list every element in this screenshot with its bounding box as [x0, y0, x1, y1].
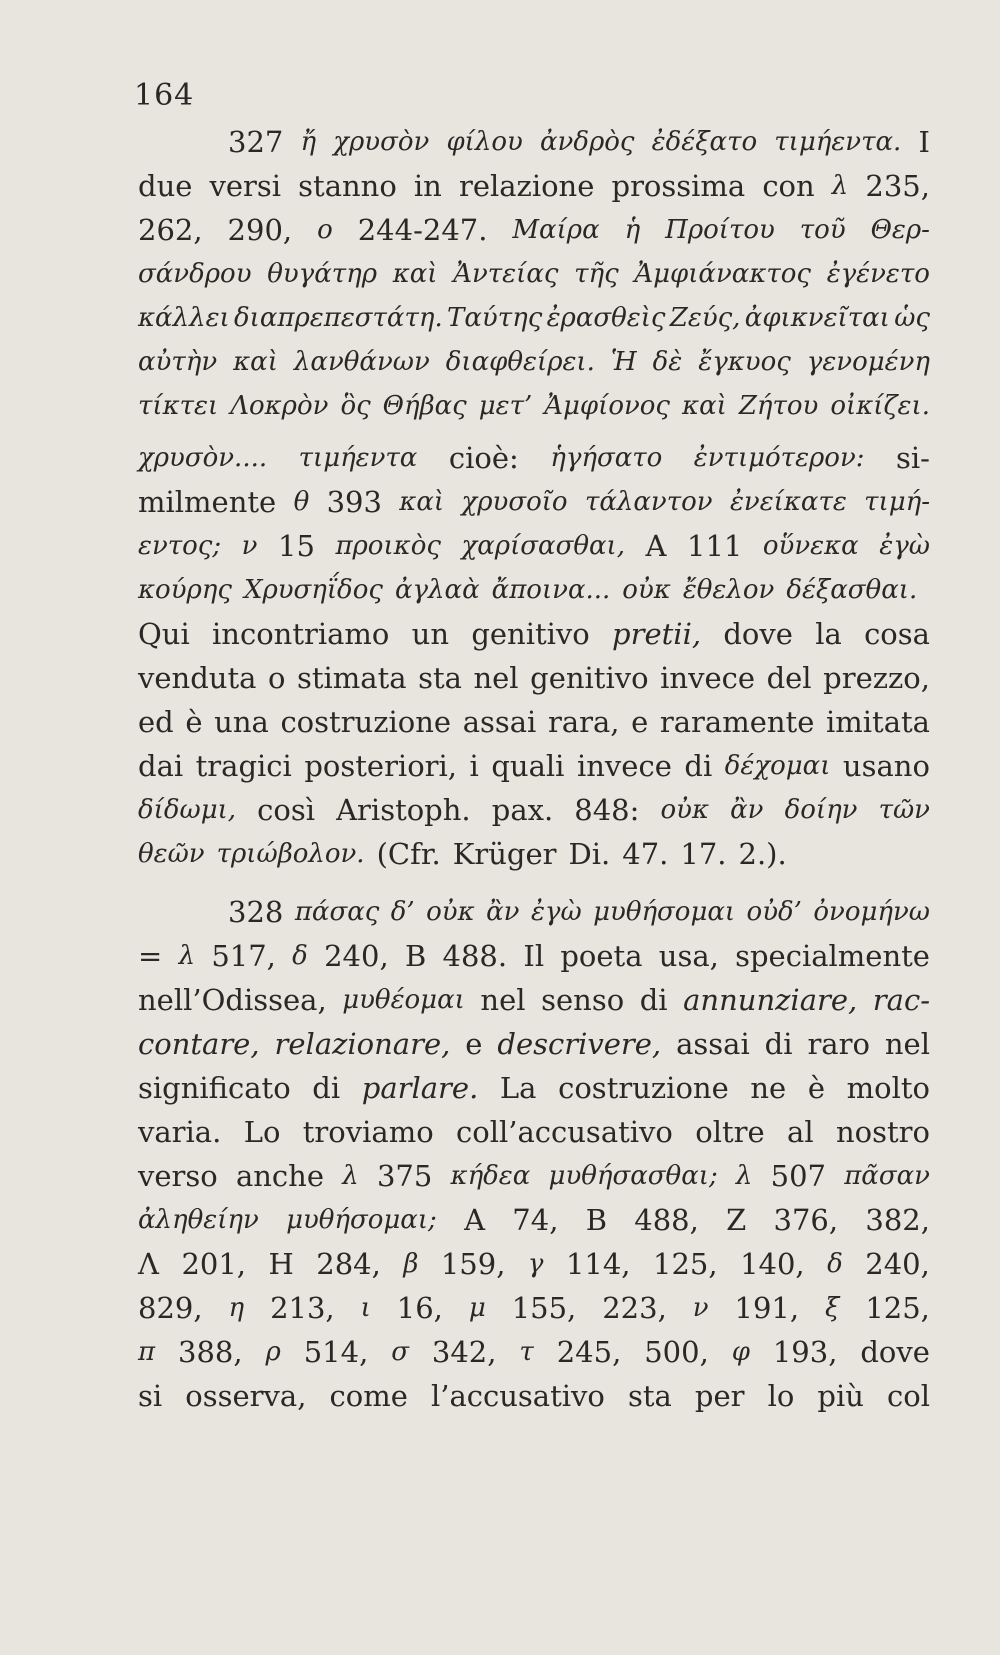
- text-line: contare, relazionare, e descrivere, assai di raro nel: [138, 1027, 930, 1061]
- text-line: 262, 290, ο 244-247. Μαίρα ἡ Προίτου τοῦ Θερ-: [138, 213, 930, 247]
- text-line: Qui incontriamo un genitivo pretii, dove la cosa: [138, 617, 930, 651]
- text-line: τίκτει Λοκρὸν ὃς Θήβας μετ’ Ἀμφίονος καὶ Ζήτου οἰκίζει.: [138, 391, 930, 421]
- text-line: σάνδρου θυγάτηρ καὶ Ἀντείας τῆς Ἀμφιάνακτος ἐγένετο: [138, 259, 930, 289]
- text-line: θεῶν τριώβολον. (Cfr. Krüger Di. 47. 17. 2.).: [138, 837, 787, 871]
- text-line: αὐτὴν καὶ λανθάνων διαφθείρει. Ἡ δὲ ἔγκυος γενομένη: [138, 347, 930, 377]
- page-number: 164: [134, 78, 195, 113]
- text-line: due versi stanno in relazione prossima con λ 235,: [138, 169, 930, 203]
- text-line: significato di parlare. La costruzione ne è molto: [138, 1071, 930, 1105]
- text-line: verso anche λ 375 κήδεα μυθήσασθαι; λ 507 πᾶσαν: [138, 1159, 930, 1193]
- text-line: ἀληθείην μυθήσομαι; Α 74, Β 488, Ζ 376, 382,: [138, 1203, 930, 1237]
- text-line: milmente θ 393 καὶ χρυσοῖο τάλαντον ἐνείκατε τιμή-: [138, 485, 930, 519]
- text-line: κούρης Χρυσηΐδος ἀγλαὰ ἄποινα... οὐκ ἔθελον δέξασθαι.: [138, 575, 918, 605]
- text-line: si osserva, come l’accusativo sta per lo più col: [138, 1379, 930, 1413]
- commentary-text: [138, 120, 930, 1418]
- text-line: = λ 517, δ 240, Β 488. Il poeta usa, specialmente: [138, 939, 930, 973]
- text-line: εντος; ν 15 προικὸς χαρίσασθαι, Α 111 οὕνεκα ἐγὼ: [138, 529, 930, 563]
- text-line: venduta o stimata sta nel genitivo invece del prezzo,: [138, 661, 930, 695]
- text-line: dai tragici posteriori, i quali invece di δέχομαι usano: [138, 749, 930, 783]
- text-line: 328 πάσας δ’ οὐκ ἂν ἐγὼ μυθήσομαι οὐδ’ ὀνομήνω: [228, 895, 930, 929]
- text-line: π 388, ρ 514, σ 342, τ 245, 500, φ 193, dove: [138, 1335, 930, 1369]
- text-line: Λ 201, Η 284, β 159, γ 114, 125, 140, δ 240,: [138, 1247, 930, 1281]
- text-line: 829, η 213, ι 16, μ 155, 223, ν 191, ξ 125,: [138, 1291, 930, 1325]
- text-line: κάλλει διαπρεπεστάτη. Ταύτης ἐρασθεὶς Ζεύς, ἀφικνεῖται ὡς: [138, 303, 930, 333]
- text-line: nell’Odissea, μυθέομαι nel senso di annunziare, rac-: [138, 983, 930, 1017]
- text-line: varia. Lo troviamo coll’accusativo oltre al nostro: [138, 1115, 930, 1149]
- text-line: χρυσὸν.... τιμήεντα cioè: ἡγήσατο ἐντιμότερον: si-: [138, 441, 930, 475]
- text-line: δίδωμι, così Aristoph. pax. 848: οὐκ ἂν δοίην τῶν: [138, 793, 930, 827]
- text-line: ed è una costruzione assai rara, e raramente imitata: [138, 705, 930, 739]
- text-line: 327 ἤ χρυσὸν φίλου ἀνδρὸς ἐδέξατο τιμήεντα. I: [228, 125, 930, 159]
